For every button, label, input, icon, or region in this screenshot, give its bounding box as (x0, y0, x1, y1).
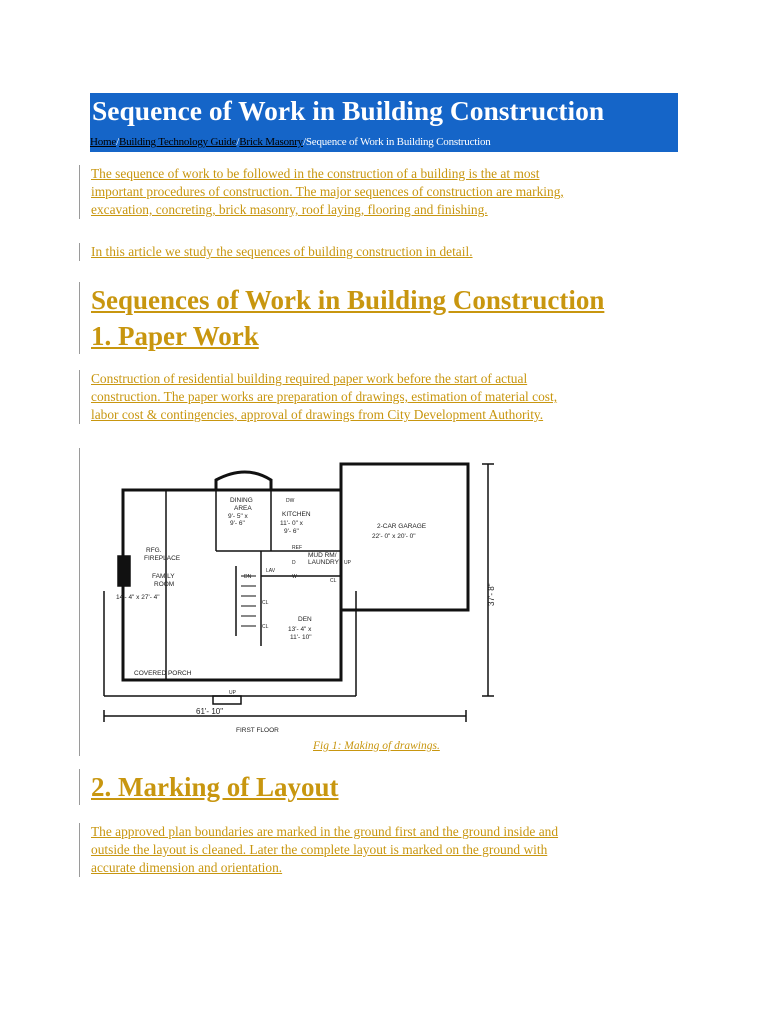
kitchen-dimension: 11'- 0" x (280, 520, 303, 527)
up-label: UP (229, 690, 236, 696)
breadcrumb-separator: / (302, 136, 306, 148)
den-dimension: 11'- 10" (290, 634, 312, 641)
breadcrumb-masonry-link[interactable]: Brick Masonry (239, 136, 303, 148)
family-room-label: FAMILY (152, 573, 175, 580)
closet-label: CL (262, 600, 269, 606)
refrigerator-label: REF (292, 545, 302, 551)
kitchen-label: KITCHEN (282, 511, 311, 518)
kitchen-dimension: 9'- 6" (284, 528, 299, 535)
floor-label: FIRST FLOOR (236, 727, 279, 734)
section2-paragraph (79, 823, 558, 877)
den-label: DEN (298, 616, 312, 623)
area-label: AREA (234, 505, 252, 512)
dining-bay (216, 472, 271, 490)
width-dimension: 61'- 10" (196, 707, 224, 716)
floor-plan-drawing (96, 456, 506, 738)
dryer-label: D (292, 560, 296, 566)
fireplace-label: FIREPLACE (144, 555, 181, 562)
section1-line: Construction of residential building required paper work before the start of actual (91, 371, 528, 386)
section2-heading (79, 769, 339, 805)
dn-label: DN (244, 574, 252, 580)
page-title: Sequence of Work in Building Construction (92, 95, 605, 126)
lavatory-label: LAV (266, 568, 276, 574)
study-line: In this article we study the sequences of building construction in detail. (91, 244, 473, 259)
up-label: UP (344, 560, 351, 566)
family-room-dimension: 14'- 4" x 27'- 4" (116, 594, 160, 601)
dining-label: DINING (230, 497, 253, 504)
section1-line: construction. The paper works are preparation of drawings, estimation of material cost, (91, 389, 558, 404)
washer-label: W (292, 574, 297, 580)
den-dimension: 13'- 4" x (288, 626, 312, 633)
garage-label: 2-CAR GARAGE (377, 523, 427, 530)
garage-dimension: 22'- 0" x 20'- 0" (372, 533, 416, 540)
figure-caption: Fig 1: Making of drawings. (313, 740, 440, 752)
breadcrumb-separator: / (116, 136, 119, 148)
figure-block (79, 448, 91, 756)
breadcrumb (90, 136, 491, 148)
intro-line: The sequence of work to be followed in the construction of a building is the at most (91, 166, 540, 181)
porch-label: COVERED PORCH (134, 670, 192, 677)
breadcrumb-guide-link[interactable]: Building Technology Guide (118, 136, 237, 148)
section2-line: outside the layout is cleaned. Later the complete layout is marked on the ground with (91, 842, 548, 857)
fireplace-label: RFG. (146, 547, 162, 554)
breadcrumb-separator: / (236, 136, 240, 148)
breadcrumb-current: Sequence of Work in Building Construction (305, 136, 491, 148)
section1-paragraph (79, 370, 557, 424)
section1-line: labor cost & contingencies, approval of drawings from City Development Authority. (91, 407, 544, 422)
page-header (90, 93, 678, 152)
dining-dimension: 9'- 6" (230, 520, 245, 527)
study-paragraph (79, 243, 473, 261)
section1-heading (79, 282, 604, 354)
section1-heading-line: Sequences of Work in Building Construction (91, 285, 605, 315)
closet-label: CL (330, 578, 337, 584)
dining-dimension: 9'- 5" x (228, 513, 248, 520)
breadcrumb-home-link[interactable]: Home (90, 136, 117, 148)
dishwasher-label: DW (286, 498, 295, 504)
section1-heading-line: 1. Paper Work (91, 321, 259, 351)
laundry-label: LAUNDRY (308, 559, 339, 566)
closet-label: CL (262, 624, 269, 630)
intro-line: important procedures of construction. The major sequences of construction are marking, (91, 184, 564, 199)
section2-line: accurate dimension and orientation. (91, 860, 283, 875)
depth-dimension: 37'- 8" (487, 583, 496, 606)
intro-line: excavation, concreting, brick masonry, roof laying, flooring and finishing. (91, 202, 488, 217)
mudroom-label: MUD RM/ (308, 552, 337, 559)
section2-line: The approved plan boundaries are marked in the ground first and the ground inside and (91, 824, 559, 839)
intro-paragraph (79, 165, 564, 219)
section2-heading-line: 2. Marking of Layout (91, 772, 339, 802)
family-room-label: ROOM (154, 581, 175, 588)
